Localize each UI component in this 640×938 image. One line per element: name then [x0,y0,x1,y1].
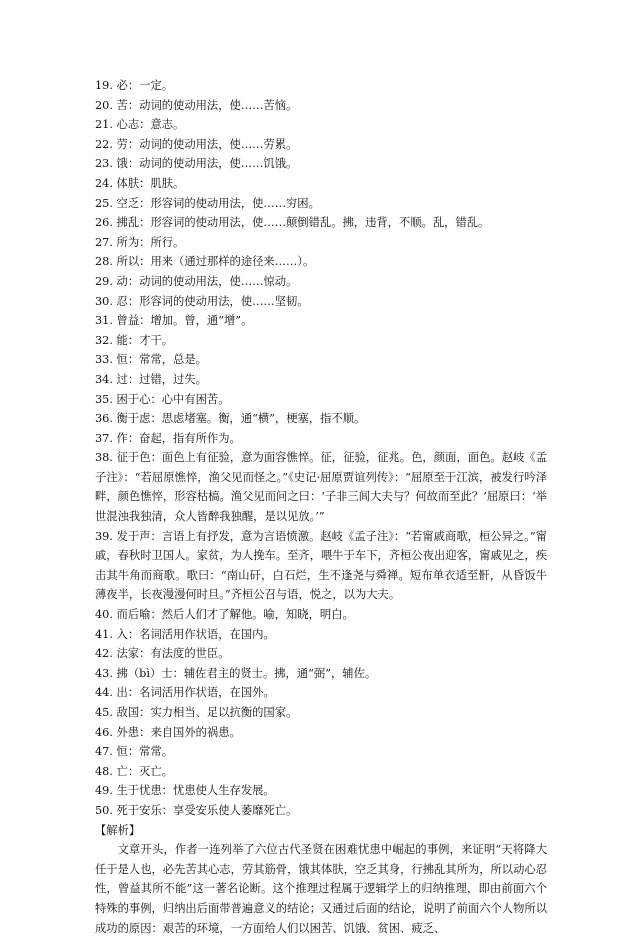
annotation-item: 22. 劳：动词的使动用法，使……劳累。 [95,137,298,151]
annotation-item: 20. 苦：动词的使动用法，使……苦恼。 [95,98,298,112]
annotation-item: 30. 忍：形容词的使动用法，使……坚韧。 [95,294,309,308]
annotation-item: 31. 曾益：增加。曾，通“增”。 [95,314,253,328]
annotation-item: 34. 过：过错，过失。 [95,372,207,386]
annotation-item: 50. 死于安乐：享受安乐使人萎靡死亡。 [95,803,298,817]
annotation-item: 33. 恒：常常，总是。 [95,353,207,367]
annotation-item: 32. 能：才干。 [95,333,174,347]
annotation-item: 41. 入：名词活用作状语，在国内。 [95,627,275,641]
annotation-item: 40. 而后喻：然后人们才了解他。喻，知晓，明白。 [95,608,354,622]
annotation-item: 48. 亡：灭亡。 [95,764,174,778]
annotation-item: 25. 空乏：形容词的使动用法，使……穷困。 [95,196,320,210]
annotation-item: 42. 法家：有法度的世臣。 [95,647,230,661]
annotation-item: 26. 拂乱：形容词的使动用法，使……颠倒错乱。拂，违背，不顺。乱，错乱。 [95,216,490,230]
annotation-item: 21. 心志：意志。 [95,118,185,132]
document-page [95,76,547,938]
annotation-item: 38. 征于色：面色上有征验，意为面容憔悴。征，征验，征兆。色，颜面，面色。赵岐《孟子注》：“若屈原憔悴，渔父见而怪之。”《史记·屈原贾谊列传》：“屈原至于江滨，被发行吟泽畔，颜色憔悴，形容枯槁。渔父见而问之曰：‘子非三闾大夫与？何故而至此？’屈原曰：‘举世混浊我独清，众人皆醉我独醒，是以见放。’” [95,451,547,524]
annotation-item: 49. 生于忧患：忧患使人生存发展。 [95,784,275,798]
annotation-item: 29. 动：动词的使动用法，使……惊动。 [95,274,298,288]
annotation-item: 45. 敌国：实力相当、足以抗衡的国家。 [95,706,298,719]
annotation-list [95,76,547,821]
annotation-item: 37. 作：奋起，指有所作为。 [95,431,241,445]
annotation-item: 46. 外患：来自国外的祸患。 [95,725,241,739]
annotation-item: 19. 必：一定。 [95,79,174,92]
annotation-item: 28. 所以：用来（通过那样的途径来……）。 [95,255,315,269]
annotation-item: 43. 拂（bì）士：辅佐君主的贤士。拂，通“弼”，辅佐。 [95,666,377,680]
analysis-paragraph: 文章开头，作者一连列举了六位古代圣贤在困难忧患中崛起的事例，来证明“天将降大任于是人也，必先苦其心志，劳其筋骨，饿其体肤，空乏其身，行拂乱其所为，所以动心忍性，曾益其所不能”这一著名论断。这个推理过程属于逻辑学上的归纳推理，即由前面六个特殊的事例，归纳出后面带普遍意义的结论；又通过后面的结论，说明了前面六个人物所以成功的原因：艰苦的环境，一方面给人们以困苦、饥饿、贫困、疲乏、 [95,843,547,935]
annotation-item: 44. 出：名词活用作状语，在国外。 [95,686,275,700]
annotation-item: 39. 发于声：言语上有抒发，意为言语愤激。赵岐《孟子注》：“若甯戚商歌，桓公异之。”甯戚，春秋时卫国人。家贫，为人挽车。至齐，喂牛于车下，齐桓公夜出迎客，甯戚见之，疾击其牛角而商歌。歌曰：“南山矸，白石烂，生不逢尧与舜禅。短布单衣适至骭，从昏饭牛薄夜半，长夜漫漫何时旦。”齐桓公召与语，悦之，以为大夫。 [95,529,547,602]
annotation-item: 24. 体肤：肌肤。 [95,176,185,190]
analysis-heading: 【解析】 [95,823,141,837]
annotation-item: 36. 衡于虑：思虑堵塞。衡，通“横”，梗塞，指不顺。 [95,412,366,426]
annotation-item: 27. 所为：所行。 [95,235,185,249]
annotation-item: 35. 困于心：心中有困苦。 [95,392,230,406]
annotation-item: 23. 饿：动词的使动用法，使……饥饿。 [95,157,298,171]
annotation-item: 47. 恒：常常。 [95,745,174,759]
